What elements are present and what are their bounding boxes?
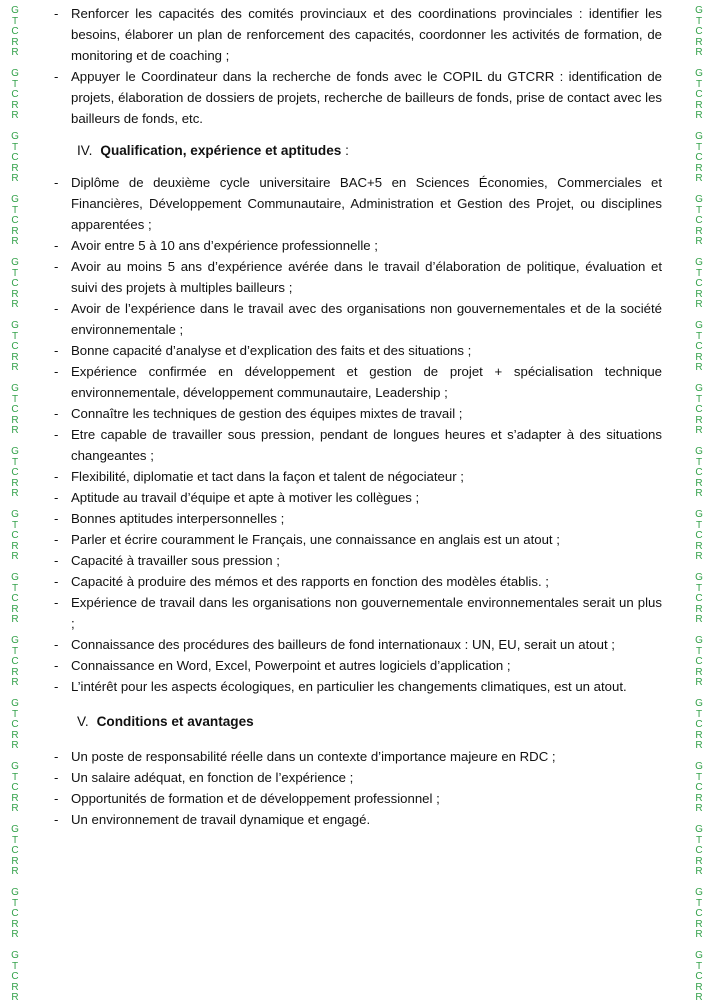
list-item: - Bonne capacité d’analyse et d’explication des faits et des situations ;	[52, 340, 662, 361]
section-number: IV.	[77, 143, 93, 158]
section-title: Conditions et avantages	[96, 714, 254, 729]
list-item: - L’intérêt pour les aspects écologiques, en particulier les changements climatiques, est un atout.	[52, 676, 662, 697]
list-item: - Expérience de travail dans les organisations non gouvernementale environnementales serait un plus ;	[52, 592, 662, 634]
list-item: - Expérience confirmée en développement et gestion de projet + spécialisation technique environnementale, développement communautaire, Leadership ;	[52, 361, 662, 403]
conditions-list	[52, 746, 662, 830]
list-item: - Capacité à travailler sous pression ;	[52, 550, 662, 571]
margin-watermark-right: G T C R R G T C R R G T C R R G T C R R G T C R R G T C R R G T C R R G T C R R G T C R R G T C R R G T C R R G T C R R G T C R R G T C R R G T C R R G T C R R	[695, 5, 703, 1003]
list-item: - Etre capable de travailler sous pression, pendant de longues heures et s’adapter à des situations changeantes ;	[52, 424, 662, 466]
document-body	[52, 3, 662, 830]
list-item: - Un environnement de travail dynamique et engagé.	[52, 809, 662, 830]
section-v-heading	[77, 711, 662, 732]
top-bullet-list	[52, 3, 662, 129]
list-item: - Avoir entre 5 à 10 ans d’expérience professionnelle ;	[52, 235, 662, 256]
list-item: - Diplôme de deuxième cycle universitaire BAC+5 en Sciences Économies, Commerciales et Financières, Développement Communautaire, Administration et Gestion des Projet, ou disciplines apparentées ;	[52, 172, 662, 235]
list-item: - Opportunités de formation et de développement professionnel ;	[52, 788, 662, 809]
list-item: - Avoir de l’expérience dans le travail avec des organisations non gouvernementales et de la société environnementale ;	[52, 298, 662, 340]
list-item: - Connaissance des procédures des bailleurs de fond internationaux : UN, EU, serait un atout ;	[52, 634, 662, 655]
list-item: - Un poste de responsabilité réelle dans un contexte d’importance majeure en RDC ;	[52, 746, 662, 767]
section-suffix: :	[341, 143, 349, 158]
list-item: - Aptitude au travail d’équipe et apte à motiver les collègues ;	[52, 487, 662, 508]
list-item: - Parler et écrire couramment le Français, une connaissance en anglais est un atout ;	[52, 529, 662, 550]
list-item: - Flexibilité, diplomatie et tact dans la façon et talent de négociateur ;	[52, 466, 662, 487]
list-item: - Connaissance en Word, Excel, Powerpoint et autres logiciels d’application ;	[52, 655, 662, 676]
list-item: - Bonnes aptitudes interpersonnelles ;	[52, 508, 662, 529]
list-item: - Un salaire adéquat, en fonction de l’expérience ;	[52, 767, 662, 788]
list-item: - Avoir au moins 5 ans d’expérience avérée dans le travail d’élaboration de politique, évaluation et suivi des projets à multiples bailleurs ;	[52, 256, 662, 298]
list-item: - Appuyer le Coordinateur dans la recherche de fonds avec le COPIL du GTCRR : identification de projets, élaboration de dossiers de projets, recherche de bailleurs de fonds, prise de contact avec les bailleurs de fonds, etc.	[52, 66, 662, 129]
list-item: - Capacité à produire des mémos et des rapports en fonction des modèles établis. ;	[52, 571, 662, 592]
section-title: Qualification, expérience et aptitudes	[100, 143, 342, 158]
section-number: V.	[77, 714, 89, 729]
section-iv-heading	[77, 140, 662, 161]
list-item: - Renforcer les capacités des comités provinciaux et des coordinations provinciales : identifier les besoins, élaborer un plan de renforcement des capacités, coordonner les activités de formation, de monitoring et de coaching ;	[52, 3, 662, 66]
margin-watermark-left: G T C R R G T C R R G T C R R G T C R R G T C R R G T C R R G T C R R G T C R R G T C R R G T C R R G T C R R G T C R R G T C R R G T C R R G T C R R G T C R R	[11, 5, 19, 1003]
qualifications-list	[52, 172, 662, 697]
list-item: - Connaître les techniques de gestion des équipes mixtes de travail ;	[52, 403, 662, 424]
